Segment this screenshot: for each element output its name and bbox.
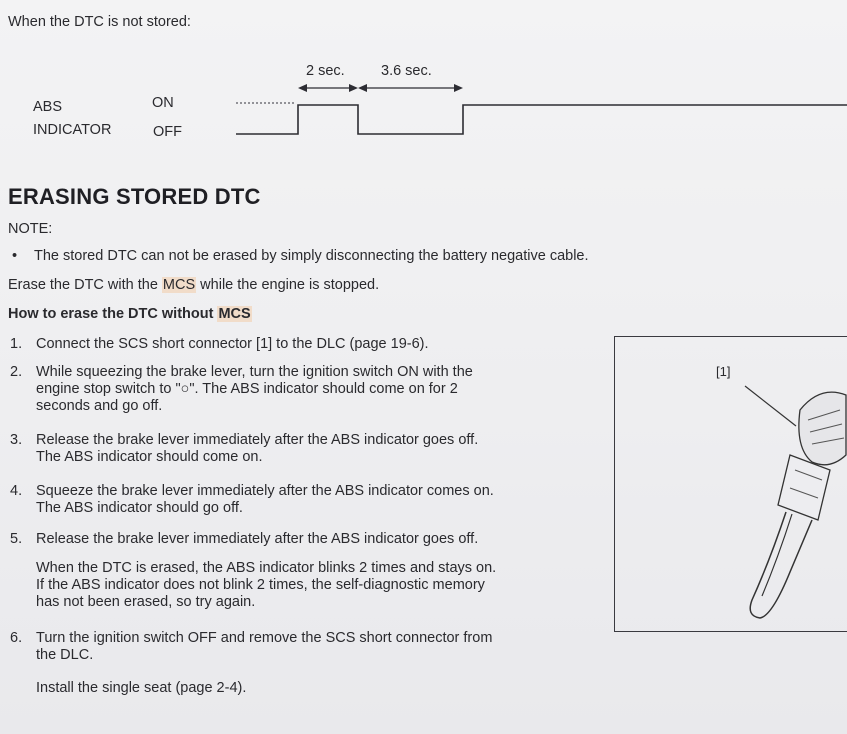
abs-indicator-timing-diagram <box>0 0 847 160</box>
procedure-subheading <box>8 306 252 322</box>
step-3: 3. Release the brake lever immediately after the ABS indicator goes off. The ABS indicator should come on. <box>10 432 479 465</box>
figure-callout: [1] <box>716 364 731 379</box>
condition-text: When the DTC is not stored: <box>8 14 191 30</box>
arrow-3-6sec-right-head <box>454 84 463 92</box>
note-text: The stored DTC can not be erased by simply disconnecting the battery negative cable. <box>34 248 589 264</box>
timing-label-2sec: 2 sec. <box>306 63 345 79</box>
step-1: 1. Connect the SCS short connector [1] to the DLC (page 19-6). <box>10 336 429 352</box>
step-2: 2. While squeezing the brake lever, turn the ignition switch ON with the engine stop switch to "○". The ABS indicator should come on for 2 seconds and go off. <box>10 364 473 414</box>
indicator-label: INDICATOR <box>33 122 112 138</box>
final-step: Install the single seat (page 2-4). <box>36 680 247 696</box>
arrow-3-6sec-left-head <box>358 84 367 92</box>
erase-instruction <box>8 277 379 293</box>
step-5: 5. Release the brake lever immediately after the ABS indicator goes off. <box>10 531 479 547</box>
arrow-2sec-left-head <box>298 84 307 92</box>
section-title: ERASING STORED DTC <box>8 184 261 209</box>
erase-text-post: while the engine is stopped. <box>196 277 380 293</box>
how-text-pre: How to erase the DTC without <box>8 306 218 322</box>
indicator-waveform <box>236 105 847 134</box>
mcs-highlight: MCS <box>162 277 196 293</box>
note-bullet: • <box>12 248 18 264</box>
step-5-note: When the DTC is erased, the ABS indicator blinks 2 times and stays on. If the ABS indicator does not blink 2 times, the self-diagnostic memory has not been erased, so try again. <box>36 560 497 610</box>
step-6: 6. Turn the ignition switch OFF and remove the SCS short connector from the DLC. <box>10 630 493 663</box>
step-4: 4. Squeeze the brake lever immediately after the ABS indicator comes on. The ABS indicator should go off. <box>10 483 494 516</box>
note-label: NOTE: <box>8 221 53 237</box>
erase-text-pre: Erase the DTC with the <box>8 277 162 293</box>
abs-label: ABS <box>33 99 63 115</box>
mcs-highlight-2: MCS <box>218 306 251 322</box>
on-label: ON <box>152 95 174 111</box>
figure-frame <box>614 336 847 632</box>
arrow-2sec-right-head <box>349 84 358 92</box>
timing-label-3-6sec: 3.6 sec. <box>381 63 432 79</box>
off-label: OFF <box>153 124 182 140</box>
